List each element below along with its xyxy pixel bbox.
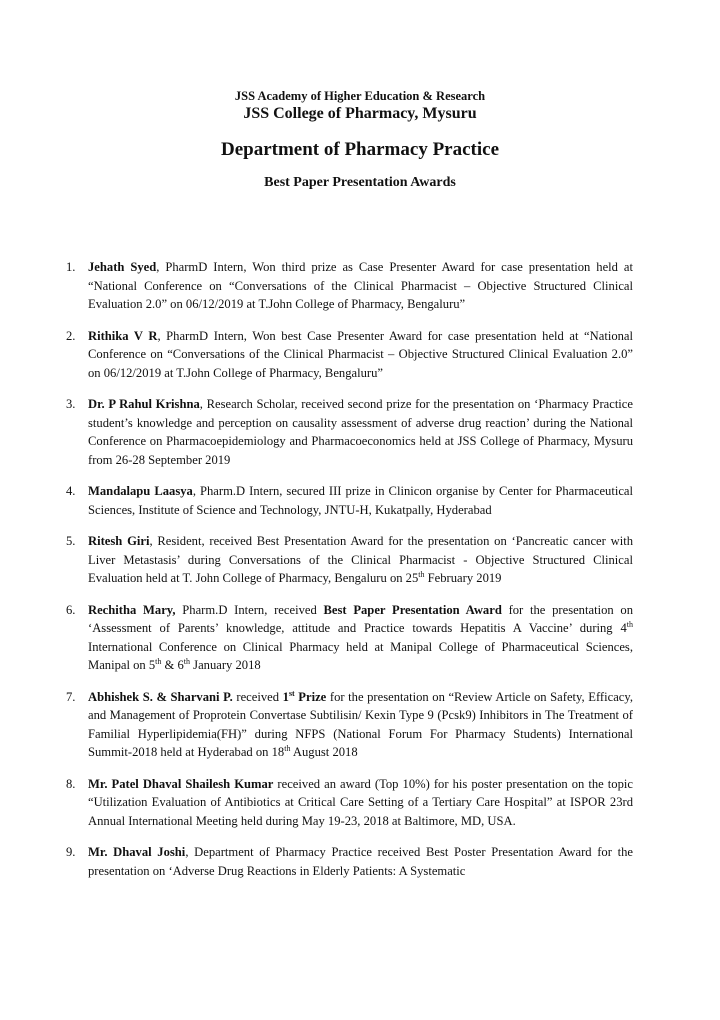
award-description: for the presentation on ‘Assessment of Parents’ knowledge, attitude and Practice towards Hepatitis A Vaccine’ during 4	[88, 602, 633, 635]
award-item-9	[66, 843, 633, 880]
award-rank: 1	[282, 689, 289, 704]
ordinal-suffix: th	[183, 657, 191, 666]
award-description-end: August 2018	[290, 745, 358, 759]
awardee-name: Mr. Dhaval Joshi	[88, 845, 186, 859]
award-description: Pharm.D Intern, received	[175, 602, 324, 617]
awards-subtitle: Best Paper Presentation Awards	[264, 175, 456, 190]
award-description: , Department of Pharmacy Practice received Best Poster Presentation Award for the presentation on ‘Adverse Drug Reactions in Elderly Patients: A Systematic	[88, 845, 633, 878]
award-description-end: February 2019	[424, 571, 502, 585]
awardee-name: Mr. Patel Dhaval Shailesh Kumar	[88, 776, 274, 791]
item-number: 8.	[66, 776, 76, 791]
award-description: received an award (Top 10%) for his poster presentation on the topic “Utilization Evaluation of Antibiotics at Critical Care Setting of a Tertiary Care Hospital” at ISPOR 23rd Annual International Meeting held during May 19-23, 2018 at Baltimore, MD, USA.	[88, 776, 633, 828]
item-number: 3.	[66, 397, 76, 411]
award-item-5	[66, 532, 633, 588]
award-description: received	[232, 689, 283, 704]
item-number: 5.	[66, 534, 76, 548]
award-description: , Resident, received Best Presentation Award for the presentation on ‘Pancreatic cancer with Liver Metastasis’ during Conversations of the Clinical Pharmacist - Objective Structured Clinical Evaluation held at T. John College of Pharmacy, Bengaluru on 25	[88, 534, 633, 585]
document-header	[0, 88, 720, 192]
award-description: , PharmD Intern, Won best Case Presenter Award for case presentation held at “National Conference on “Conversations of the Clinical Pharmacist – Objective Structured Clinical Evaluation 2.0” on 06/12/2019 at T.John College of Pharmacy, Bengaluru”	[88, 328, 634, 380]
award-description: , Research Scholar, received second prize for the presentation on ‘Pharmacy Practice student’s knowledge and perception on causality assessment of adverse drug reaction’ during the National Conference on Pharmacoepidemiology and Pharmacoeconomics held at JSS College of Pharmacy, Mysuru from 26-28 September 2019	[88, 397, 633, 467]
award-item-1	[66, 258, 633, 314]
awardee-name: Abhishek S. & Sharvani P.	[88, 689, 233, 704]
ordinal-suffix: st	[288, 688, 295, 698]
department-title: Department of Pharmacy Practice	[220, 139, 500, 160]
ordinal-suffix: th	[418, 570, 425, 579]
awardee-name: Ritesh Giri	[88, 534, 150, 548]
item-number: 7.	[66, 689, 76, 704]
award-item-2	[66, 327, 633, 383]
item-number: 4.	[66, 484, 76, 498]
awards-list	[66, 258, 633, 893]
awardee-name: Dr. P Rahul Krishna	[88, 397, 200, 411]
awardee-name: Jehath Syed	[88, 260, 157, 274]
college-name: JSS College of Pharmacy, Mysuru	[243, 105, 477, 122]
item-number: 2.	[66, 328, 76, 343]
awardee-name: Rechitha Mary,	[88, 602, 176, 617]
award-item-8	[66, 775, 633, 831]
award-item-7	[66, 688, 633, 762]
awardee-name: Rithika V R	[88, 328, 158, 343]
award-item-6	[66, 601, 633, 675]
item-number: 6.	[66, 602, 76, 617]
award-title: Best Paper Presentation Award	[323, 602, 502, 617]
award-description: , Pharm.D Intern, secured III prize in Clinicon organise by Center for Pharmaceutical Sciences, Institute of Science and Technology, JNTU-H, Kukatpally, Hyderabad	[88, 484, 634, 517]
award-description-end: January 2018	[190, 658, 261, 672]
awardee-name: Mandalapu Laasya	[88, 484, 193, 498]
award-description: & 6	[161, 658, 184, 672]
item-number: 9.	[66, 845, 76, 859]
award-item-4	[66, 482, 633, 519]
ordinal-suffix: th	[626, 620, 633, 629]
award-description: International Conference on Clinical Pharmacy held at Manipal College of Pharmaceutical Sciences, Manipal on 5	[88, 639, 633, 672]
ordinal-suffix: th	[284, 744, 291, 753]
ordinal-suffix: th	[155, 657, 162, 666]
award-description: , PharmD Intern, Won third prize as Case Presenter Award for case presentation held at “National Conference on “Conversations of the Clinical Pharmacist – Objective Structured Clinical Evaluation 2.0” on 06/12/2019 at T.John College of Pharmacy, Bengaluru”	[88, 260, 633, 311]
award-title: Prize	[294, 689, 327, 704]
award-item-3	[66, 395, 633, 469]
award-description: for the presentation on “Review Article on Safety, Efficacy, and Management of Proprotein Convertase Subtilisin/ Kexin Type 9 (Pcsk9) Inhibitors in The Treatment of Familial Hyperlipidemia(FH)” during NFPS (National Forum For Pharmacy Students) International Summit-2018 held at Hyderabad on 18	[88, 689, 634, 759]
institution-name: JSS Academy of Higher Education & Research	[234, 89, 486, 103]
item-number: 1.	[66, 260, 76, 274]
